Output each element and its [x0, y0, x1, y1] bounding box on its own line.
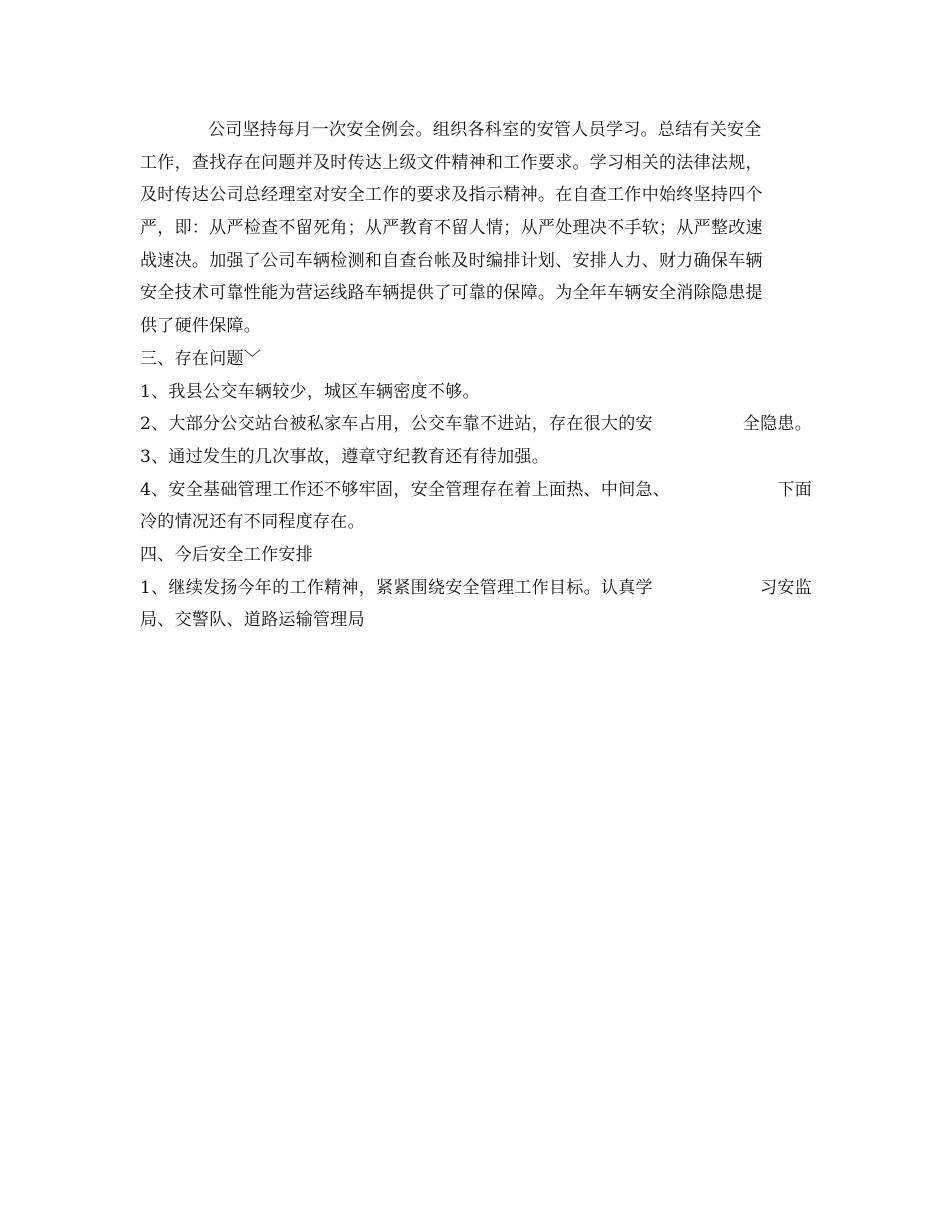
paragraph-line: 战速决。加强了公司车辆检测和自查台帐及时编排计划、安排人力、财力确保车辆 [140, 250, 763, 271]
list-item-text-tail: 下面 [777, 479, 812, 500]
document-body [140, 116, 812, 639]
list-item-continuation: 冷的情况还有不同程度存在。 [140, 512, 365, 533]
list-item-continuation: 局、交警队、道路运输管理局 [140, 610, 365, 631]
paragraph-line: 公司坚持每月一次安全例会。组织各科室的安管人员学习。总结有关安全 [208, 120, 762, 140]
list-item [140, 574, 812, 603]
paragraph-line: 安全技术可靠性能为营运线路车辆提供了可靠的保障。为全年车辆安全消除隐患提 [140, 283, 763, 304]
list-item-text-tail: 习安监 [760, 577, 812, 598]
list-item: 3、通过发生的几次事故，遵章守纪教育还有待加强。 [140, 446, 550, 467]
list-item: 1、我县公交车辆较少，城区车辆密度不够。 [140, 381, 480, 402]
paragraph-line: 供了硬件保障。 [140, 316, 262, 337]
list-item [140, 410, 812, 439]
list-item-text: 2、大部分公交站台被私家车占用，公交车靠不进站，存在很大的安 [140, 414, 653, 435]
list-item-text-tail: 全隐患。 [742, 414, 812, 435]
paragraph-line: 工作，查找存在问题并及时传达上级文件精神和工作要求。学习相关的法律法规， [140, 152, 763, 173]
list-item-text: 1、继续发扬今年的工作精神，紧紧围绕安全管理工作目标。认真学 [140, 577, 653, 598]
paragraph-line: 严，即：从严检查不留死角；从严教育不留人情；从严处理决不手软；从严整改速 [140, 218, 763, 239]
section-heading-plans: 四、今后安全工作安排 [140, 544, 313, 565]
list-item-text: 4、安全基础管理工作还不够牢固，安全管理存在着上面热、中间急、 [140, 479, 671, 500]
list-item [140, 476, 812, 505]
section-heading-issues: 三、存在问题﹀ [140, 348, 262, 369]
paragraph-line: 及时传达公司总经理室对安全工作的要求及指示精神。在自查工作中始终坚持四个 [140, 185, 763, 206]
